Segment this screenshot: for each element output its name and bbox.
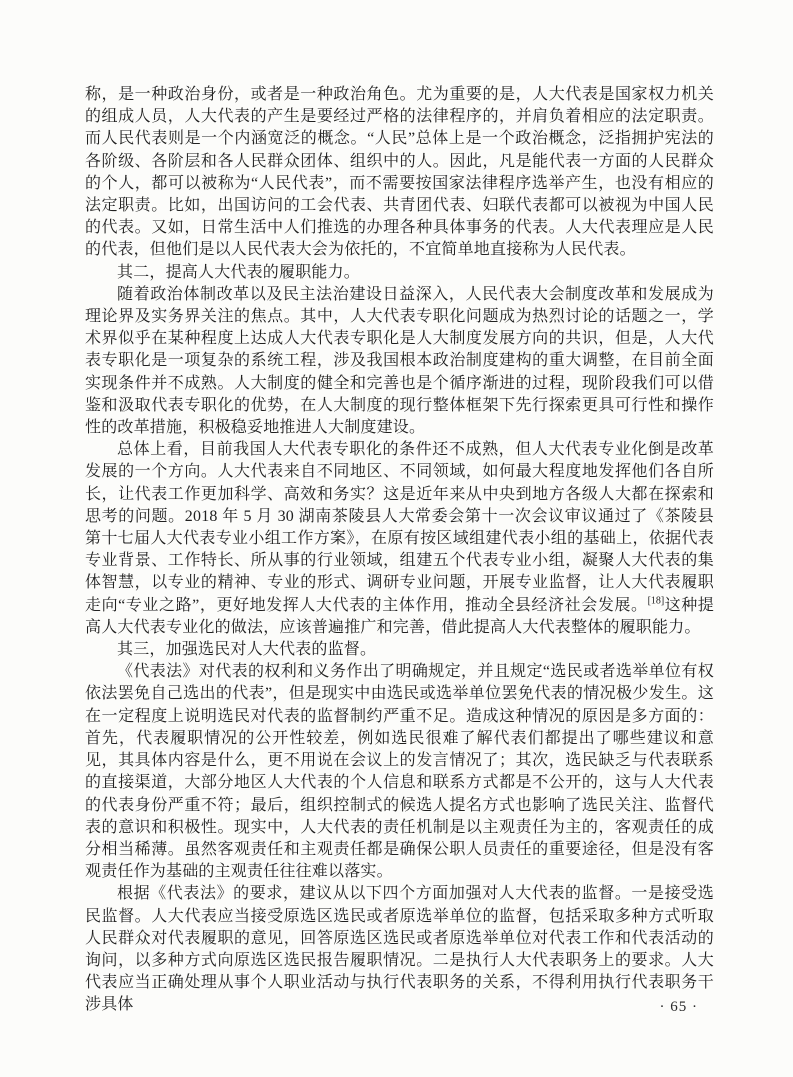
body-text — [85, 84, 714, 1017]
footnote-marker-18: [18] — [647, 595, 665, 607]
paragraph-supervision-problems: 《代表法》对代表的权利和义务作出了明确规定，并且规定“选民或者选举单位有权依法罢免自己选出的代表”，但是现实中由选民或选举单位罢免代表的情况极少发生。这在一定程度上说明选民对代表的监督制约严重不足。造成这种情况的原因是多方面的：首先，代表履职情况的公开性较差，例如选民很难了解代表们都提出了哪些建议和意见，其具体内容是什么，更不用说在会议上的发言情况了；其次，选民缺乏与代表联系的直接渠道，大部分地区人大代表的个人信息和联系方式都是不公开的，这与人大代表的代表身份严重不符；最后，组织控制式的候选人提名方式也影响了选民关注、监督代表的意识和积极性。现实中，人大代表的责任机制是以主观责任为主的，客观责任的成分相当稀薄。虽然客观责任和主观责任都是确保公职人员责任的重要途径，但是没有客观责任作为基础的主观责任往往难以落实。 — [85, 663, 714, 881]
paragraph-reform-context: 随着政治体制改革以及民主法治建设日益深入，人民代表大会制度改革和发展成为理论界及实务界关注的焦点。其中，人大代表专职化问题成为热烈讨论的话题之一，学术界似乎在某种程度上达成人大代表专职化是人大制度发展方向的共识，但是，人大代表专职化是一项复杂的系统工程，涉及我国根本政治制度建构的重大调整，在目前全面实现条件并不成熟。人大制度的健全和完善也是个循序渐进的过程，现阶段我们可以借鉴和汲取代表专职化的优势，在人大制度的现行整体框架下先行探索更具可行性和操作性的改革措施，积极稳妥地推进人大制度建设。 — [85, 285, 714, 437]
paragraph-heading-point-two: 其二，提高人大代表的履职能力。 — [117, 263, 361, 281]
paragraph-supervision-suggestions: 根据《代表法》的要求，建议从以下四个方面加强对人大代表的监督。一是接受选民监督。人大代表应当接受原选区选民或者原选举单位的监督，包括采取多种方式听取人民群众对代表履职的意见，回答原选区选民或者原选举单位对代表工作和代表活动的询问，以多种方式向原选区选民报告履职情况。二是执行人大代表职务上的要求。人大代表应当正确处理从事个人职业活动与执行代表职务的关系，不得利用执行代表职务干涉具体 — [85, 885, 714, 1014]
page-number: · 65 · — [659, 999, 698, 1015]
paragraph-specialization-text-after: 这种提高人大代表专业化的做法，应该普遍推广和完善，借此提高人大代表整体的履职能力。 — [85, 596, 714, 636]
paragraph-heading-point-three: 其三，加强选民对人大代表的监督。 — [117, 641, 377, 659]
paragraph-specialization — [85, 439, 714, 639]
paragraph-specialization-text: 总体上看，目前我国人大代表专职化的条件还不成熟，但人大代表专业化倒是改革发展的一个方向。人大代表来自不同地区、不同领域，如何最大程度地发挥他们各自所长，让代表工作更加科学、高效和务实？这是近年来从中央到地方各级人大都在探索和思考的问题。2018 年 5 月 30 湖南茶陵县人大常委会第十一次会议审议通过了《茶陵县第十七届人大代表专业小组工作方案》，在原有按区域组建代表小组的基础上，依据代表专业背景、工作特长、所从事的行业领域，组建五个代表专业小组，凝聚人大代表的集体智慧，以专业的精神、专业的形式、调研专业问题，开展专业监督，让人大代表履职走向“专业之路”，更好地发挥人大代表的主体作用，推动全县经济社会发展。 — [85, 441, 714, 614]
paragraph-continuation: 称，是一种政治身份，或者是一种政治角色。尤为重要的是，人大代表是国家权力机关的组成人员，人大代表的产生是要经过严格的法律程序的，并肩负着相应的法定职责。而人民代表则是一个内涵宽泛的概念。“人民”总体上是一个政治概念，泛指拥护宪法的各阶级、各阶层和各人民群众团体、组织中的人。因此，凡是能代表一方面的人民群众的个人，都可以被称为“人民代表”，而不需要按国家法律程序选举产生，也没有相应的法定职责。比如，出国访问的工会代表、共青团代表、妇联代表都可以被视为中国人民的代表。又如，日常生活中人们推选的办理各种具体事务的代表。人大代表理应是人民的代表，但他们是以人民代表大会为依托的，不宜简单地直接称为人民代表。 — [85, 86, 714, 259]
